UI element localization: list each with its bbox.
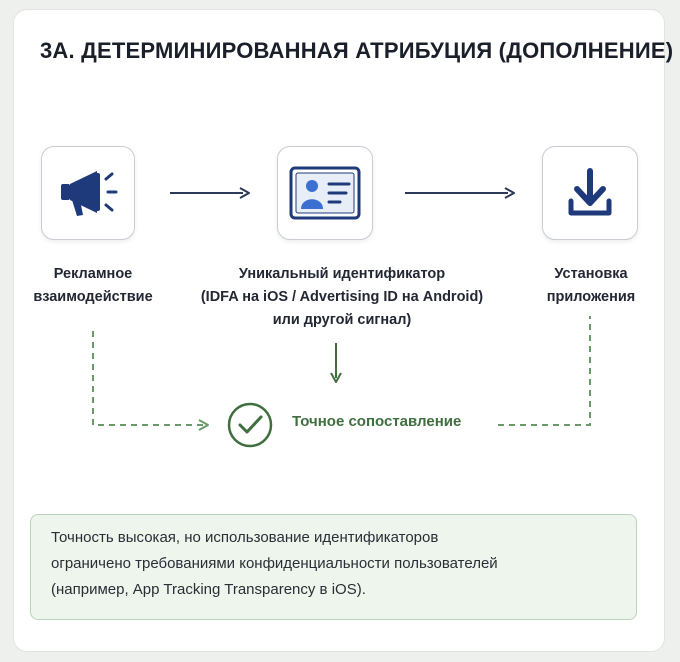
step-label-ad <box>20 263 166 309</box>
step-label-identifier-line-3: или другой сигнал) <box>272 312 412 328</box>
match-label: Точное сопоставление <box>292 413 462 430</box>
note-line-2: ограничено требованиями конфиденциальности пользователей <box>51 555 498 572</box>
note-box <box>30 514 637 620</box>
step-label-identifier <box>186 263 498 332</box>
page-title: 3А. ДЕТЕРМИНИРОВАННАЯ АТРИБУЦИЯ (ДОПОЛНЕНИЕ) <box>40 38 674 63</box>
step-label-identifier-line-2: (IDFA на iOS / Advertising ID на Android) <box>200 289 484 305</box>
arrow-ad-to-id <box>170 188 249 198</box>
step-label-ad-line-1: Рекламное <box>53 266 133 282</box>
step-label-identifier-line-1: Уникальный идентификатор <box>238 266 446 282</box>
step-label-install-line-1: Установка <box>554 266 628 282</box>
step-label-ad-line-2: взаимодействие <box>33 289 153 305</box>
note-line-1: Точность высокая, но использование идентификаторов <box>51 529 439 546</box>
step-label-install-line-2: приложения <box>546 289 636 305</box>
dashed-connector-right <box>498 316 590 425</box>
check-circle-icon <box>229 404 271 446</box>
arrow-id-to-match <box>331 343 341 382</box>
arrow-id-to-install <box>405 188 514 198</box>
dashed-connector-left <box>93 331 205 425</box>
step-label-install <box>528 263 654 309</box>
note-line-3: (например, App Tracking Transparency в iOS). <box>51 581 366 598</box>
